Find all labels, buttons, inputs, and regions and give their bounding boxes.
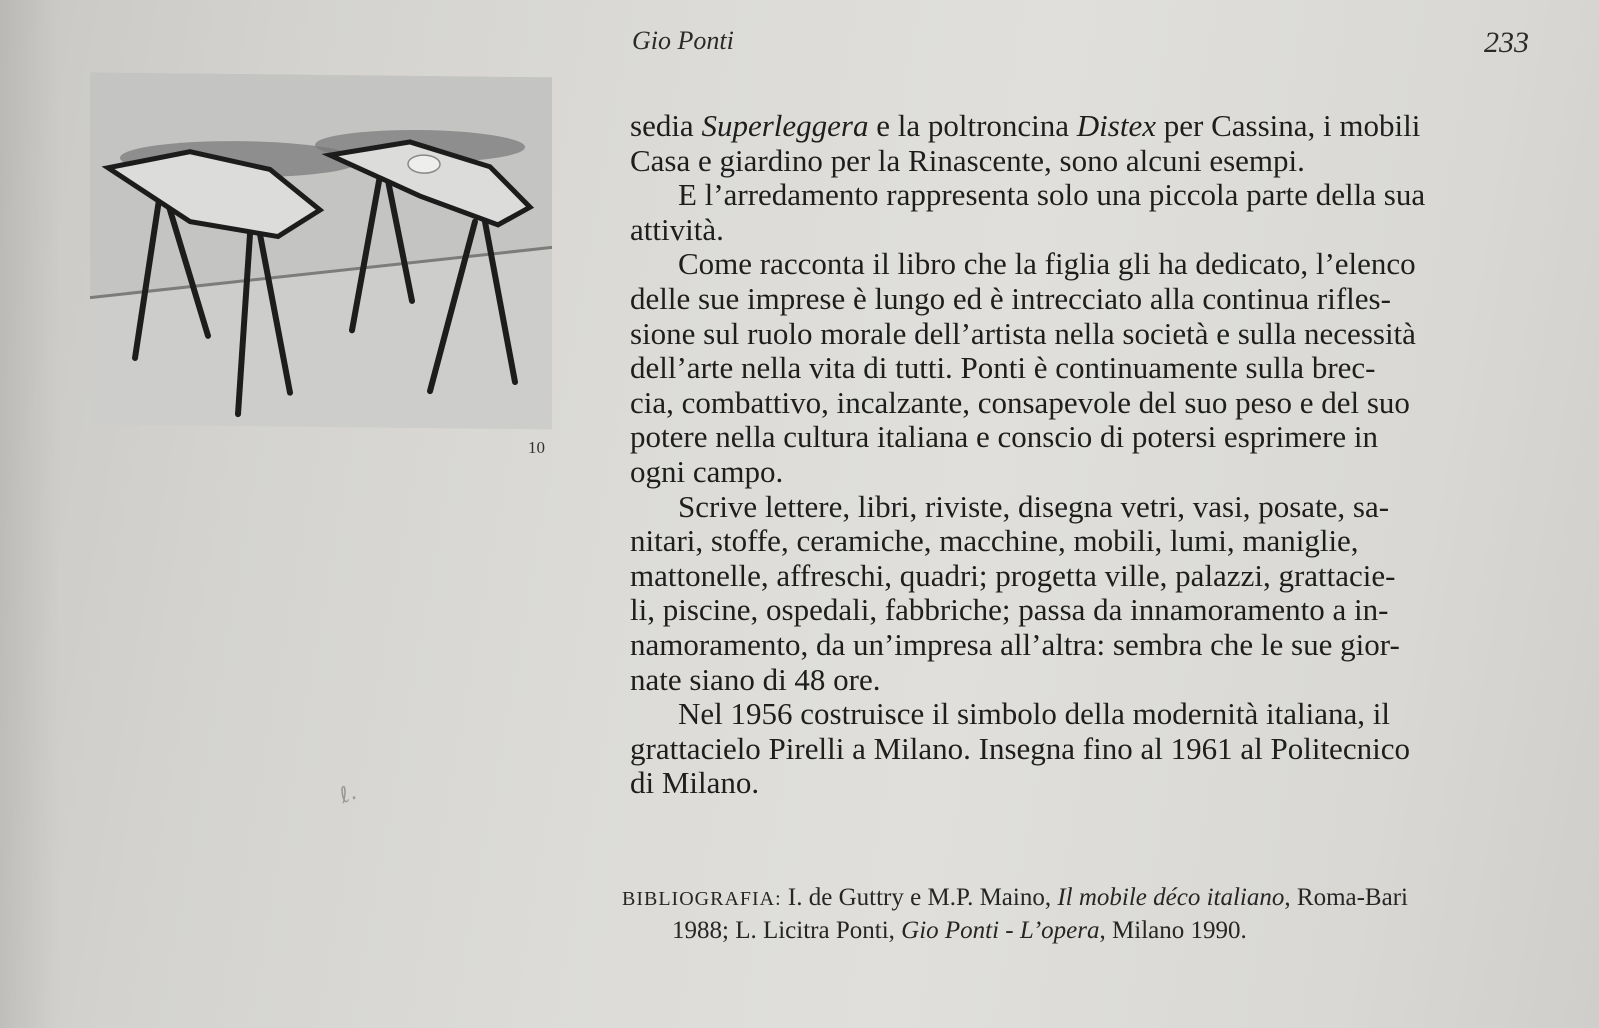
bibliography-line xyxy=(622,882,1518,915)
text-line: Nel 1956 costruisce il simbolo della modernità italiana, il xyxy=(678,696,1390,732)
text-run: I. de Guttry e M.P. Maino, xyxy=(781,884,1058,911)
text-line: attività. xyxy=(630,211,724,247)
text-run: sedia xyxy=(630,108,702,143)
text-run: 1988; L. Licitra Ponti, xyxy=(672,917,902,944)
text-line: di Milano. xyxy=(630,765,760,801)
text-line: Scrive lettere, libri, riviste, disegna vetri, vasi, posate, sa- xyxy=(678,488,1390,524)
page-shadow xyxy=(0,0,60,1028)
book-title: Il mobile déco italiano xyxy=(1057,884,1285,911)
text-run: , Milano 1990. xyxy=(1099,917,1247,944)
text-line: namoramento, da un’impresa all’altra: sembra che le sue gior- xyxy=(630,626,1400,662)
furniture-photo xyxy=(90,73,552,430)
text-line: nitari, stoffe, ceramiche, macchine, mobili, lumi, maniglie, xyxy=(630,523,1359,559)
bibliography-line xyxy=(622,915,1518,946)
text-line: dell’arte nella vita di tutti. Ponti è continuamente sulla brec- xyxy=(630,350,1376,386)
paragraph-5 xyxy=(630,697,1538,801)
text-line: ogni campo. xyxy=(630,453,784,489)
page-number: 233 xyxy=(1484,26,1529,59)
text-line: sione sul ruolo morale dell’artista nella società e sulla necessità xyxy=(630,315,1416,351)
product-name-superleggera: Superleggera xyxy=(701,108,869,143)
figure-number: 10 xyxy=(528,438,545,457)
text-line: Come racconta il libro che la figlia gli ha dedicato, l’elenco xyxy=(678,246,1416,282)
text-run: , Roma-Bari xyxy=(1284,884,1408,911)
side-tables-illustration xyxy=(90,73,552,430)
product-name-distex: Distex xyxy=(1076,108,1156,143)
text-line xyxy=(630,109,1538,144)
book-title: Gio Ponti - L’opera xyxy=(901,917,1100,944)
text-line: cia, combattivo, incalzante, consapevole del suo peso e del suo xyxy=(630,384,1410,420)
bibliography-label: BIBLIOGRAFIA: xyxy=(622,888,782,910)
text-line: li, piscine, ospedali, fabbriche; passa da innamoramento a in- xyxy=(630,592,1389,628)
text-line: mattonelle, affreschi, quadri; progetta ville, palazzi, grattacie- xyxy=(630,557,1396,593)
glass-ornament xyxy=(408,155,440,173)
paragraph-3 xyxy=(630,247,1538,489)
text-line: delle sue imprese è lungo ed è intrecciato alla continua rifles- xyxy=(630,280,1391,316)
paragraph-4 xyxy=(630,490,1538,698)
text-line: potere nella cultura italiana e conscio di potersi esprimere in xyxy=(630,419,1379,455)
text-line: grattacielo Pirelli a Milano. Insegna fino al 1961 al Politecnico xyxy=(630,730,1410,766)
text-line: nate siano di 48 ore. xyxy=(630,661,881,697)
paragraph-1 xyxy=(630,109,1538,178)
text-line: Casa e giardino per la Rinascente, sono alcuni esempi. xyxy=(630,142,1305,178)
bibliography xyxy=(622,882,1518,946)
text-line: E l’arredamento rappresenta solo una piccola parte della sua xyxy=(678,177,1426,213)
text-run: e la poltroncina xyxy=(868,108,1077,143)
paragraph-2 xyxy=(630,178,1538,247)
pencil-mark: ℓ. xyxy=(336,780,360,809)
text-run: per Cassina, i mobili xyxy=(1156,108,1421,143)
running-head: Gio Ponti xyxy=(632,26,734,55)
body-text xyxy=(630,109,1538,801)
